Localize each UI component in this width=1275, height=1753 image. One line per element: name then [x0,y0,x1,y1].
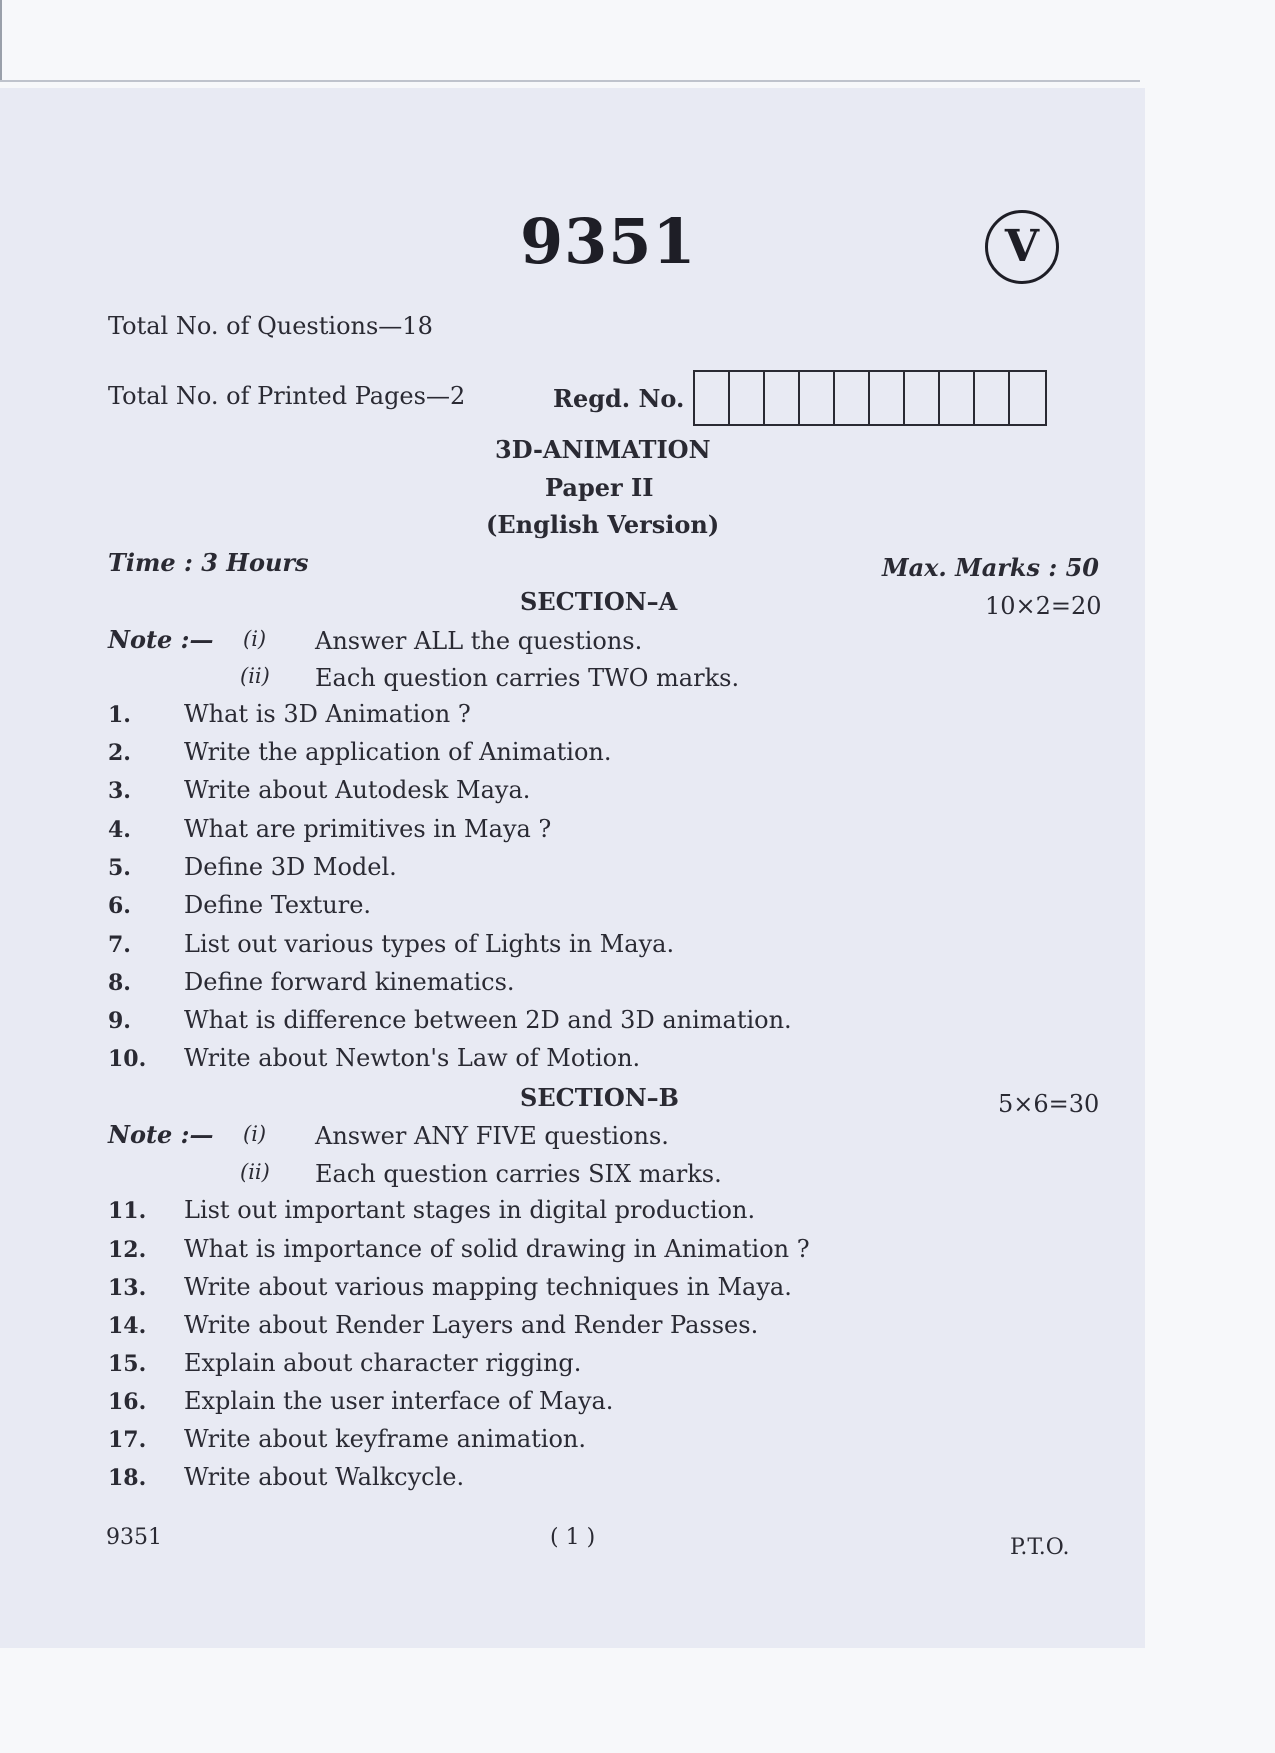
question-number: 15. [108,1351,147,1377]
regd-digit-box[interactable] [940,372,975,424]
question-text: Write about Newton's Law of Motion. [184,1044,641,1072]
regd-number-boxes[interactable] [693,370,1047,426]
question-text: What is 3D Animation ? [184,700,471,728]
page-edge-line [0,80,1140,82]
note-index: (i) [243,1122,267,1146]
question-text: Explain the user interface of Maya. [184,1387,614,1415]
question-text: What is importance of solid drawing in Animation ? [184,1235,810,1263]
section-b-marks: 5×6=30 [998,1090,1100,1118]
question-text: Explain about character rigging. [184,1349,582,1377]
question-number: 2. [108,740,131,766]
page-number: ( 1 ) [550,1525,596,1550]
question-text: List out various types of Lights in Maya. [184,930,675,958]
question-text: Write about keyframe animation. [184,1425,586,1453]
question-text: Define Texture. [184,891,372,919]
regd-digit-box[interactable] [835,372,870,424]
regd-digit-box[interactable] [870,372,905,424]
regd-label: Regd. No. [553,384,685,413]
question-text: What is difference between 2D and 3D animation. [184,1006,792,1034]
question-number: 17. [108,1427,147,1453]
regd-digit-box[interactable] [1010,372,1045,424]
paper-number: Paper II [545,473,654,502]
question-number: 18. [108,1465,147,1491]
version-mark: V [985,210,1059,284]
question-text: What are primitives in Maya ? [184,815,552,843]
question-number: 13. [108,1275,147,1301]
section-a-note-label: Note :— [108,625,214,654]
question-number: 11. [108,1198,147,1224]
question-number: 5. [108,855,131,881]
question-number: 12. [108,1237,147,1263]
question-number: 14. [108,1313,147,1339]
note-text: Answer ANY FIVE questions. [315,1122,669,1150]
question-text: Write about various mapping techniques in Maya. [184,1273,792,1301]
section-b-note-label: Note :— [108,1120,214,1149]
note-text: Each question carries SIX marks. [315,1160,722,1188]
question-text: Write about Autodesk Maya. [184,776,531,804]
question-number: 9. [108,1008,131,1034]
regd-digit-box[interactable] [730,372,765,424]
exam-time: Time : 3 Hours [108,548,309,577]
question-text: Define forward kinematics. [184,968,515,996]
max-marks: Max. Marks : 50 [882,553,1100,582]
note-text: Each question carries TWO marks. [315,664,740,692]
question-number: 7. [108,932,131,958]
note-text: Answer ALL the questions. [315,627,643,655]
section-b-title: SECTION–B [520,1083,679,1112]
regd-digit-box[interactable] [695,372,730,424]
regd-digit-box[interactable] [905,372,940,424]
question-number: 3. [108,778,131,804]
question-number: 4. [108,817,131,843]
question-text: List out important stages in digital production. [184,1196,756,1224]
question-number: 6. [108,893,131,919]
regd-digit-box[interactable] [765,372,800,424]
question-text: Write about Walkcycle. [184,1463,465,1491]
question-text: Write about Render Layers and Render Passes. [184,1311,759,1339]
question-text: Write the application of Animation. [184,738,612,766]
section-a-title: SECTION–A [520,587,678,616]
question-number: 16. [108,1389,147,1415]
question-number: 10. [108,1046,147,1072]
footer-paper-code: 9351 [106,1525,162,1550]
regd-digit-box[interactable] [800,372,835,424]
total-questions: Total No. of Questions—18 [108,312,433,340]
question-number: 8. [108,970,131,996]
section-a-marks: 10×2=20 [985,592,1102,620]
question-number: 1. [108,702,131,728]
paper-code: 9351 [520,205,697,278]
regd-digit-box[interactable] [975,372,1010,424]
note-index: (i) [243,627,267,651]
please-turn-over: P.T.O. [1010,1535,1070,1560]
total-pages: Total No. of Printed Pages—2 [108,382,466,410]
paper-version: (English Version) [486,510,720,539]
page-edge-line [0,0,2,82]
question-text: Define 3D Model. [184,853,397,881]
subject-title: 3D-ANIMATION [495,435,711,464]
note-index: (ii) [240,664,270,688]
note-index: (ii) [240,1160,270,1184]
